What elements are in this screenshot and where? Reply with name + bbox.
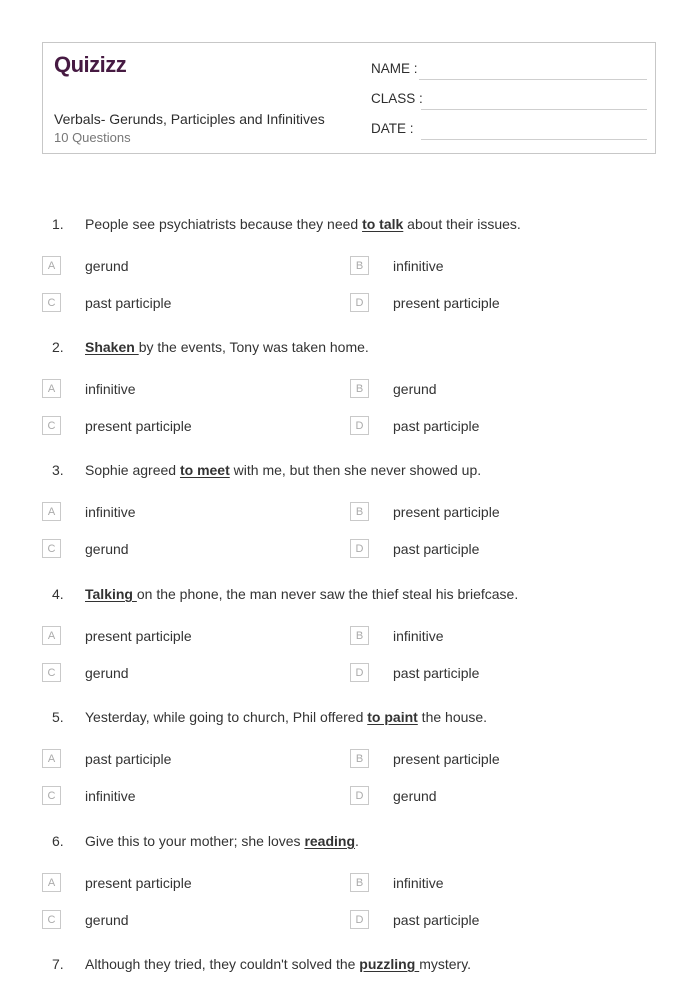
option-letter-box[interactable]: D <box>350 416 369 435</box>
option-text: infinitive <box>85 381 136 397</box>
question-text <box>85 586 518 602</box>
answer-option-d[interactable] <box>350 293 650 315</box>
option-letter-box[interactable]: A <box>42 379 61 398</box>
answer-option-c[interactable] <box>42 539 342 561</box>
question-text-part: about their issues. <box>403 216 521 232</box>
option-letter-box[interactable]: A <box>42 502 61 521</box>
question-text <box>85 709 487 725</box>
option-letter-box[interactable]: C <box>42 293 61 312</box>
option-text: gerund <box>85 541 129 557</box>
option-text: gerund <box>393 381 437 397</box>
answer-option-d[interactable] <box>350 416 650 438</box>
option-letter-box[interactable]: D <box>350 293 369 312</box>
question-number: 6. <box>52 833 64 849</box>
option-letter-box[interactable]: C <box>42 663 61 682</box>
option-letter-box[interactable]: D <box>350 539 369 558</box>
option-letter-box[interactable]: B <box>350 749 369 768</box>
option-text: present participle <box>393 504 500 520</box>
question-text-part: Although they tried, they couldn't solved the <box>85 956 360 972</box>
target-word: Shaken <box>85 339 139 355</box>
name-field[interactable] <box>371 58 647 80</box>
class-label: CLASS : <box>371 91 423 106</box>
answer-option-c[interactable] <box>42 416 342 438</box>
question-7 <box>0 952 700 978</box>
option-letter-box[interactable]: D <box>350 910 369 929</box>
option-text: infinitive <box>393 258 444 274</box>
question-number: 3. <box>52 462 64 478</box>
question-text-part: with me, but then she never showed up. <box>229 462 482 478</box>
answer-option-d[interactable] <box>350 663 650 685</box>
date-label: DATE : <box>371 121 414 136</box>
answer-option-c[interactable] <box>42 910 342 932</box>
date-field[interactable] <box>371 118 647 140</box>
option-letter-box[interactable]: C <box>42 910 61 929</box>
option-letter-box[interactable]: A <box>42 626 61 645</box>
option-letter-box[interactable]: C <box>42 539 61 558</box>
question-number: 1. <box>52 216 64 232</box>
option-letter-box[interactable]: B <box>350 626 369 645</box>
question-text-part: Give this to your mother; she loves <box>85 833 305 849</box>
question-text <box>85 339 369 355</box>
question-text-part: on the phone, the man never saw the thief steal his briefcase. <box>136 586 519 602</box>
question-3 <box>0 458 700 484</box>
option-text: infinitive <box>85 788 136 804</box>
class-field[interactable] <box>371 88 647 110</box>
option-text: present participle <box>85 875 192 891</box>
question-text <box>85 833 359 849</box>
option-text: past participle <box>393 418 480 434</box>
answer-option-b[interactable] <box>350 749 650 771</box>
question-text-part: the house. <box>417 709 488 725</box>
question-text-part: People see psychiatrists because they need <box>85 216 363 232</box>
answer-option-b[interactable] <box>350 379 650 401</box>
question-number: 2. <box>52 339 64 355</box>
option-text: infinitive <box>85 504 136 520</box>
option-text: present participle <box>393 295 500 311</box>
option-letter-box[interactable]: A <box>42 256 61 275</box>
answer-option-b[interactable] <box>350 626 650 648</box>
option-text: past participle <box>85 751 172 767</box>
option-text: present participle <box>85 628 192 644</box>
option-text: gerund <box>85 665 129 681</box>
answer-option-b[interactable] <box>350 502 650 524</box>
question-text-part: mystery. <box>419 956 472 972</box>
option-letter-box[interactable]: D <box>350 663 369 682</box>
answer-option-c[interactable] <box>42 293 342 315</box>
answer-option-b[interactable] <box>350 873 650 895</box>
answer-option-d[interactable] <box>350 910 650 932</box>
option-text: past participle <box>393 665 480 681</box>
option-text: gerund <box>393 788 437 804</box>
option-letter-box[interactable]: B <box>350 256 369 275</box>
name-label: NAME : <box>371 61 418 76</box>
answer-option-a[interactable] <box>42 626 342 648</box>
target-word: reading <box>304 833 356 849</box>
option-text: present participle <box>393 751 500 767</box>
answer-option-a[interactable] <box>42 502 342 524</box>
option-letter-box[interactable]: B <box>350 502 369 521</box>
question-number: 7. <box>52 956 64 972</box>
worksheet-title: Verbals- Gerunds, Participles and Infinitives <box>54 111 325 127</box>
option-letter-box[interactable]: C <box>42 786 61 805</box>
target-word: to paint <box>367 709 418 725</box>
question-4 <box>0 582 700 608</box>
option-text: infinitive <box>393 628 444 644</box>
class-line[interactable] <box>421 109 647 110</box>
question-number: 4. <box>52 586 64 602</box>
option-letter-box[interactable]: C <box>42 416 61 435</box>
option-letter-box[interactable]: B <box>350 379 369 398</box>
quizizz-logo: Quizizz <box>54 52 127 77</box>
target-word: Talking <box>85 586 137 602</box>
question-text <box>85 462 481 478</box>
question-count: 10 Questions <box>54 130 131 145</box>
question-text-part: Yesterday, while going to church, Phil offered <box>85 709 368 725</box>
name-line[interactable] <box>419 79 647 80</box>
question-5 <box>0 705 700 731</box>
answer-option-b[interactable] <box>350 256 650 278</box>
option-text: past participle <box>393 912 480 928</box>
question-6 <box>0 829 700 855</box>
option-text: past participle <box>393 541 480 557</box>
option-letter-box[interactable]: A <box>42 749 61 768</box>
question-number: 5. <box>52 709 64 725</box>
target-word: puzzling <box>359 956 420 972</box>
option-letter-box[interactable]: A <box>42 873 61 892</box>
question-text-part: Sophie agreed <box>85 462 180 478</box>
option-text: gerund <box>85 912 129 928</box>
option-letter-box[interactable]: B <box>350 873 369 892</box>
answer-option-d[interactable] <box>350 786 650 808</box>
answer-option-d[interactable] <box>350 539 650 561</box>
question-1 <box>0 212 700 238</box>
target-word: to talk <box>362 216 404 232</box>
answer-option-a[interactable] <box>42 256 342 278</box>
answer-option-a[interactable] <box>42 379 342 401</box>
question-2 <box>0 335 700 361</box>
answer-option-a[interactable] <box>42 873 342 895</box>
worksheet-header <box>42 42 656 154</box>
answer-option-c[interactable] <box>42 663 342 685</box>
question-text-part: . <box>355 833 359 849</box>
question-text-part: by the events, Tony was taken home. <box>138 339 369 355</box>
option-text: present participle <box>85 418 192 434</box>
option-text: infinitive <box>393 875 444 891</box>
date-line[interactable] <box>421 139 647 140</box>
option-text: gerund <box>85 258 129 274</box>
question-text <box>85 216 521 232</box>
option-letter-box[interactable]: D <box>350 786 369 805</box>
target-word: to meet <box>179 462 230 478</box>
question-text <box>85 956 471 972</box>
answer-option-a[interactable] <box>42 749 342 771</box>
answer-option-c[interactable] <box>42 786 342 808</box>
option-text: past participle <box>85 295 172 311</box>
